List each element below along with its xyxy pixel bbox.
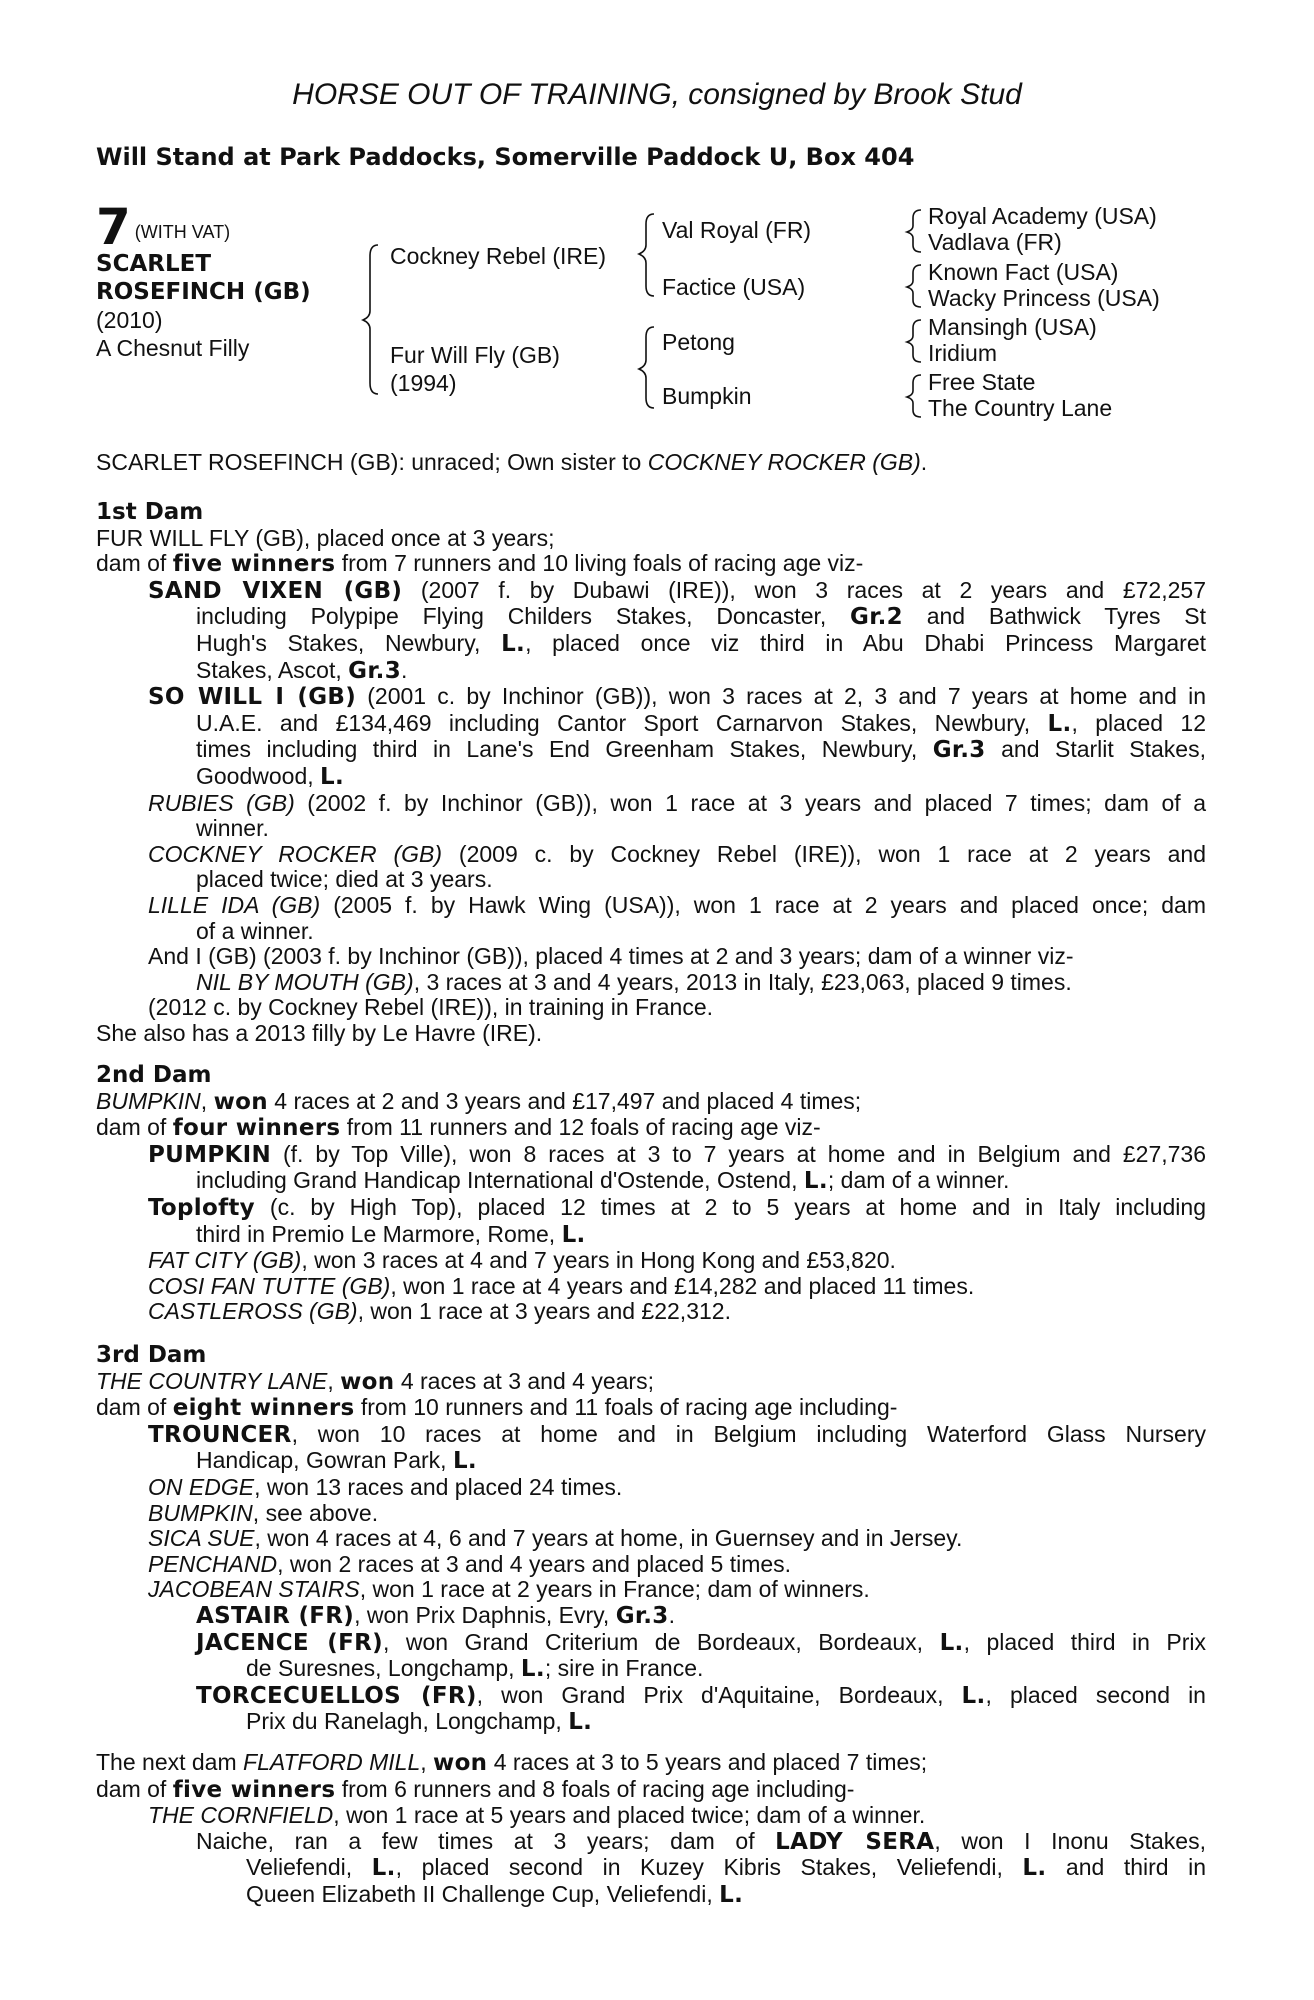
pedigree-dds: Free State — [928, 369, 1036, 395]
text-span: THE COUNTRY LANE — [96, 1367, 328, 1394]
summary-sibling: COCKNEY ROCKER (GB) — [647, 449, 921, 475]
horse-year: (2010) — [96, 307, 163, 333]
progeny-jacobean-stairs — [96, 1577, 1206, 1603]
text-span: , placed second in — [985, 1681, 1206, 1708]
summary-line — [96, 450, 1206, 476]
text-span: Stakes, Ascot, — [196, 656, 349, 683]
text-span: , won 3 races at 4 and 7 years in Hong Kong and £53,820. — [301, 1247, 896, 1274]
text-span: Goodwood, — [196, 762, 321, 789]
text-span: Prix du Ranelagh, Longchamp, — [246, 1708, 569, 1735]
text-span: five winners — [172, 551, 336, 578]
text-span: L. — [803, 1168, 828, 1195]
text-span: FAT CITY (GB) — [148, 1247, 302, 1274]
pedigree-sdd: Wacky Princess (USA) — [928, 285, 1160, 311]
text-span: , won I Inonu Stakes, — [934, 1827, 1206, 1854]
text-span: The next dam — [96, 1749, 244, 1775]
text-span: third in Premio Le Marmore, Rome, — [196, 1220, 562, 1247]
text-span: from 7 runners and 10 living foals of racing age viz- — [335, 550, 864, 577]
progeny-pumpkin-l2 — [96, 1168, 1206, 1195]
text-span: L. — [568, 1709, 593, 1736]
progeny-trouncer — [96, 1422, 1206, 1449]
first-dam-line2 — [96, 551, 1206, 578]
text-span: CASTLEROSS (GB) — [148, 1298, 358, 1325]
text-span: times including third in Lane's End Greenham Stakes, Newbury, — [196, 736, 933, 763]
text-span: BUMPKIN — [96, 1087, 201, 1114]
text-span: Naiche, ran a few times at 3 years; dam of — [196, 1827, 776, 1854]
summary-text: SCARLET ROSEFINCH (GB): unraced; Own sister to — [96, 449, 648, 475]
progeny-so-will-i-l2 — [96, 711, 1206, 738]
text-span: from 11 runners and 12 foals of racing age viz- — [340, 1114, 821, 1141]
text-span: won — [340, 1368, 395, 1395]
progeny-so-will-i — [96, 684, 1206, 711]
progeny-cockney-rocker — [96, 842, 1206, 868]
stand-location: Will Stand at Park Paddocks, Somerville Paddock U, Box 404 — [96, 143, 915, 171]
text-span: TROUNCER — [148, 1421, 292, 1448]
text-span: Gr.2 — [850, 604, 903, 631]
progeny-so-will-i-l3 — [96, 737, 1206, 764]
lot-number: 7 — [96, 198, 131, 256]
text-span: , — [327, 1367, 341, 1394]
progeny-lille-ida-l2: of a winner. — [196, 917, 314, 944]
progeny-naiche-l2 — [96, 1855, 1206, 1882]
text-span: NIL BY MOUTH (GB) — [196, 968, 414, 995]
second-dam-line1 — [96, 1089, 1206, 1116]
text-span: , won 13 races and placed 24 times. — [254, 1473, 623, 1500]
progeny-sand-vixen — [96, 578, 1206, 605]
text-span: , won 1 race at 2 years in France; dam of winners. — [359, 1576, 870, 1603]
text-span: (2009 c. by Cockney Rebel (IRE)), won 1 race at 2 years and — [442, 840, 1206, 867]
pedigree-sss: Royal Academy (USA) — [928, 203, 1157, 229]
text-span: Queen Elizabeth II Challenge Cup, Veliefendi, — [246, 1880, 720, 1907]
text-span: , see above. — [252, 1499, 379, 1526]
text-span: (c. by High Top), placed 12 times at 2 to 5 years at home and in Italy including — [254, 1193, 1206, 1220]
progeny-naiche-l3 — [96, 1882, 1206, 1909]
text-span: L. — [561, 1221, 586, 1248]
next-dam-line1 — [96, 1750, 1206, 1777]
progeny-on-edge — [96, 1475, 1206, 1501]
progeny-the-cornfield — [96, 1803, 1206, 1829]
text-span: dam of — [96, 1114, 173, 1141]
text-span: Handicap, Gowran Park, — [196, 1447, 453, 1474]
text-span: Gr.3 — [615, 1602, 669, 1629]
horse-description: A Chesnut Filly — [96, 335, 250, 361]
pedigree-dam-sire: Petong — [662, 329, 735, 355]
progeny-cockney-rocker-l2: placed twice; died at 3 years. — [196, 866, 493, 893]
text-span: U.A.E. and £134,469 including Cantor Sport Carnarvon Stakes, Newbury, — [196, 709, 1048, 736]
text-span: , — [200, 1087, 214, 1114]
pedigree-dsd: Iridium — [928, 340, 998, 366]
text-span: FLATFORD MILL — [243, 1749, 421, 1775]
text-span: SICA SUE — [148, 1525, 255, 1552]
first-dam-section — [96, 500, 1206, 1046]
third-dam-line2 — [96, 1395, 1206, 1422]
text-span: L. — [520, 1656, 545, 1683]
text-span: including Polypipe Flying Childers Stakes, Doncaster, — [196, 603, 851, 630]
text-span: TORCECUELLOS (FR) — [196, 1682, 477, 1709]
pedigree-dss: Mansingh (USA) — [928, 314, 1097, 340]
text-span: LADY SERA — [775, 1828, 935, 1855]
progeny-nil-by-mouth — [96, 970, 1206, 996]
pedigree-sds: Known Fact (USA) — [928, 259, 1119, 285]
progeny-2013-filly: She also has a 2013 filly by Le Havre (IRE). — [96, 1019, 543, 1046]
text-span: . — [668, 1601, 675, 1628]
text-span: (2002 f. by Inchinor (GB)), won 1 race at 3 years and placed 7 times; dam of a — [294, 789, 1206, 816]
text-span: , won 4 races at 4, 6 and 7 years at home, in Guernsey and in Jersey. — [254, 1525, 963, 1552]
text-span: L. — [452, 1448, 477, 1475]
text-span: (2005 f. by Hawk Wing (USA)), won 1 race at 2 years and placed once; dam — [320, 891, 1206, 918]
progeny-rubies-l2: winner. — [196, 815, 269, 842]
text-span: including Grand Handicap International d'Ostende, Ostend, — [196, 1167, 804, 1194]
progeny-2012-colt: (2012 c. by Cockney Rebel (IRE)), in training in France. — [148, 994, 714, 1021]
text-span: dam of — [96, 550, 173, 577]
progeny-trouncer-l2 — [96, 1448, 1206, 1475]
text-span: JACOBEAN STAIRS — [148, 1576, 360, 1603]
text-span: , placed third in Prix — [963, 1628, 1207, 1655]
pedigree-sire-dam: Factice (USA) — [662, 274, 806, 300]
second-dam-line2 — [96, 1115, 1206, 1142]
text-span: 4 races at 3 to 5 years and placed 7 times; — [487, 1749, 928, 1775]
text-span: . — [401, 656, 408, 683]
pedigree-dam-dam: Bumpkin — [662, 383, 752, 409]
next-dam-line2 — [96, 1777, 1206, 1804]
text-span: COSI FAN TUTTE (GB) — [148, 1272, 391, 1299]
pedigree-ddd: The Country Lane — [928, 395, 1113, 421]
page-title: HORSE OUT OF TRAINING, consigned by Brook Stud — [292, 78, 1022, 111]
progeny-toplofty — [96, 1195, 1206, 1222]
text-span: five winners — [172, 1776, 336, 1803]
pedigree-dam: Fur Will Fly (GB) — [390, 342, 560, 368]
text-span: , won Grand Criterium de Bordeaux, Bordeaux, — [382, 1628, 940, 1655]
progeny-so-will-i-l4 — [96, 764, 1206, 791]
progeny-pumpkin — [96, 1142, 1206, 1169]
text-span: L. — [939, 1629, 964, 1656]
text-span: L. — [371, 1855, 396, 1882]
progeny-jacence-l2 — [96, 1656, 1206, 1683]
text-span: won — [213, 1088, 268, 1115]
text-span: and Bathwick Tyres St — [902, 603, 1206, 630]
progeny-toplofty-l2 — [96, 1222, 1206, 1249]
text-span: PENCHAND — [148, 1550, 278, 1577]
text-span: from 10 runners and 11 foals of racing age including- — [354, 1394, 898, 1421]
first-dam-heading: 1st Dam — [96, 499, 204, 525]
text-span: ASTAIR (FR) — [196, 1602, 355, 1629]
third-dam-line1 — [96, 1369, 1206, 1396]
first-dam-line1: FUR WILL FLY (GB), placed once at 3 years; — [96, 524, 555, 551]
progeny-cosi-fan-tutte — [96, 1274, 1206, 1300]
text-span: , placed once viz third in Abu Dhabi Princess Margaret — [525, 629, 1207, 656]
next-dam-section — [96, 1750, 1206, 1909]
text-span: LILLE IDA (GB) — [148, 891, 321, 918]
text-span: BUMPKIN — [148, 1499, 253, 1526]
horse-name-line1: SCARLET — [96, 251, 212, 277]
text-span: SO WILL I (GB) — [148, 684, 357, 711]
progeny-sand-vixen-l2 — [96, 604, 1206, 631]
text-span: THE CORNFIELD — [148, 1802, 334, 1829]
progeny-penchand — [96, 1552, 1206, 1578]
second-dam-section — [96, 1063, 1206, 1325]
progeny-castleross — [96, 1299, 1206, 1325]
summary-end: . — [920, 449, 928, 475]
text-span: from 6 runners and 8 foals of racing age including- — [335, 1775, 855, 1802]
text-span: 4 races at 2 and 3 years and £17,497 and placed 4 times; — [267, 1087, 862, 1114]
text-span: de Suresnes, Longchamp, — [246, 1655, 521, 1682]
third-dam-heading: 3rd Dam — [96, 1342, 207, 1368]
text-span: COCKNEY ROCKER (GB) — [148, 840, 443, 867]
text-span: SAND VIXEN (GB) — [148, 577, 403, 604]
text-span: Toplofty — [148, 1194, 255, 1221]
progeny-sica-sue — [96, 1526, 1206, 1552]
progeny-fat-city — [96, 1248, 1206, 1274]
text-span: L. — [1047, 710, 1072, 737]
second-dam-heading: 2nd Dam — [96, 1062, 212, 1088]
text-span: , won 1 race at 4 years and £14,282 and placed 11 times. — [390, 1272, 975, 1299]
text-span: , won Prix Daphnis, Evry, — [354, 1601, 616, 1628]
text-span: (f. by Top Ville), won 8 races at 3 to 7 years at home and in Belgium and £27,736 — [271, 1140, 1206, 1167]
text-span: , won 10 races at home and in Belgium including Waterford Glass Nursery — [291, 1420, 1206, 1447]
progeny-astair — [96, 1603, 1206, 1630]
text-span: , won 1 race at 5 years and placed twice; dam of a winner. — [333, 1802, 926, 1829]
progeny-rubies — [96, 791, 1206, 817]
progeny-bumpkin — [96, 1501, 1206, 1527]
text-span: dam of — [96, 1394, 173, 1421]
text-span: ; dam of a winner. — [827, 1167, 1010, 1194]
text-span: dam of — [96, 1775, 173, 1802]
text-span: eight winners — [172, 1395, 355, 1422]
text-span: Veliefendi, — [246, 1854, 372, 1881]
text-span: ; sire in France. — [544, 1655, 704, 1682]
progeny-sand-vixen-l4 — [96, 658, 1206, 685]
progeny-torcecuellos — [96, 1683, 1206, 1710]
progeny-jacence — [96, 1630, 1206, 1657]
progeny-torcecuellos-l2 — [96, 1709, 1206, 1736]
text-span: , 3 races at 3 and 4 years, 2013 in Italy, £23,063, placed 9 times. — [413, 968, 1072, 995]
text-span: JACENCE (FR) — [196, 1629, 383, 1656]
horse-name-line2: ROSEFINCH (GB) — [96, 279, 311, 305]
text-span: RUBIES (GB) — [148, 789, 295, 816]
text-span: Hugh's Stakes, Newbury, — [196, 629, 502, 656]
pedigree-dam-year: (1994) — [390, 370, 457, 396]
text-span: PUMPKIN — [148, 1141, 272, 1168]
text-span: (2001 c. by Inchinor (GB)), won 3 races at 2, 3 and 7 years at home and in — [356, 683, 1206, 710]
text-span: ON EDGE — [148, 1473, 255, 1500]
text-span: , won 2 races at 3 and 4 years and placed 5 times. — [277, 1550, 792, 1577]
progeny-sand-vixen-l3 — [96, 631, 1206, 658]
progeny-naiche — [96, 1829, 1206, 1856]
text-span: (2007 f. by Dubawi (IRE)), won 3 races at 2 years and £72,257 — [402, 576, 1206, 603]
text-span: , placed second in Kuzey Kibris Stakes, Veliefendi, — [395, 1854, 1023, 1881]
text-span: L. — [1022, 1855, 1047, 1882]
text-span: won — [433, 1750, 488, 1776]
text-span: , won Grand Prix d'Aquitaine, Bordeaux, — [476, 1681, 962, 1708]
text-span: L. — [719, 1881, 744, 1908]
pedigree-sire: Cockney Rebel (IRE) — [390, 243, 607, 269]
text-span: and Starlit Stakes, — [985, 736, 1206, 763]
text-span: four winners — [172, 1115, 341, 1142]
text-span: L. — [961, 1682, 986, 1709]
text-span: , — [420, 1749, 434, 1775]
text-span: and third in — [1046, 1854, 1206, 1881]
pedigree-ssd: Vadlava (FR) — [928, 229, 1062, 255]
text-span: 4 races at 3 and 4 years; — [394, 1367, 654, 1394]
vat-note: (WITH VAT) — [134, 222, 231, 242]
progeny-and-i: And I (GB) (2003 f. by Inchinor (GB)), placed 4 times at 2 and 3 years; dam of a winner viz- — [148, 943, 1074, 970]
text-span: L. — [320, 763, 345, 790]
text-span: Gr.3 — [348, 657, 402, 684]
text-span: , placed 12 — [1071, 709, 1206, 736]
text-span: Gr.3 — [932, 737, 986, 764]
text-span: , won 1 race at 3 years and £22,312. — [357, 1298, 731, 1325]
text-span: L. — [501, 630, 526, 657]
third-dam-section — [96, 1343, 1206, 1736]
pedigree-sire-sire: Val Royal (FR) — [662, 217, 812, 243]
progeny-lille-ida — [96, 893, 1206, 919]
